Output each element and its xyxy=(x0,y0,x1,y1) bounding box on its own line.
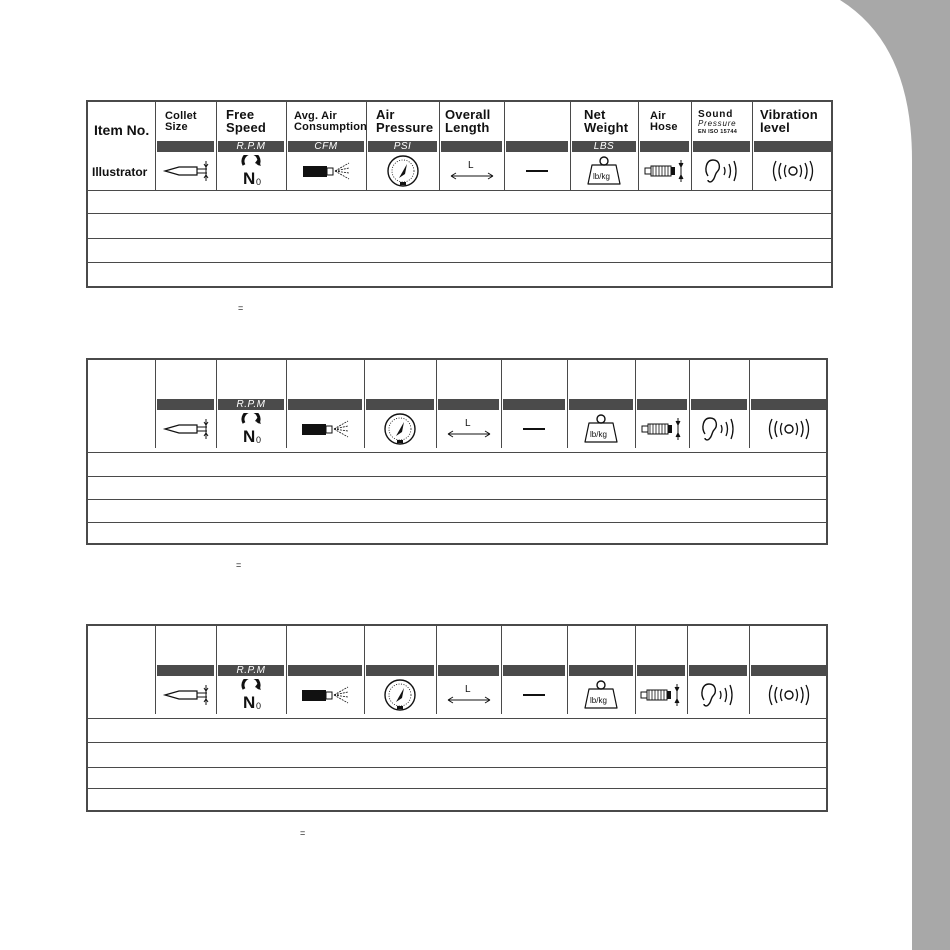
air-pressure-unit-bar xyxy=(366,665,434,676)
air-consumption-unit-bar xyxy=(288,665,362,676)
blank-unit-bar xyxy=(503,665,565,676)
weight-icon xyxy=(581,413,621,445)
dash-icon xyxy=(522,166,552,176)
weight-icon xyxy=(581,679,621,711)
header-air-hose xyxy=(638,102,691,152)
weight-text: lb/kg xyxy=(593,172,610,181)
collet-label-2: Size xyxy=(165,121,188,133)
air-hose-label-2: Hose xyxy=(650,121,678,133)
speed-sub-text: 0 xyxy=(256,435,262,445)
item-no-label: Item No. xyxy=(94,122,150,138)
air-hose-unit-bar xyxy=(637,399,687,410)
iso-label: EN ISO 15744 xyxy=(698,129,738,135)
air-hose-unit-bar xyxy=(640,141,689,152)
air-hose-icon xyxy=(639,682,683,708)
free-speed-unit: R.P.M xyxy=(218,399,284,410)
air-pressure-label-1: Air xyxy=(376,107,395,122)
rpm-icon xyxy=(236,413,266,445)
air-pressure-unit-bar xyxy=(366,399,434,410)
net-weight-unit-bar xyxy=(569,399,633,410)
collet-unit-bar xyxy=(157,399,214,410)
note-equals-3: = xyxy=(300,828,306,838)
blank-unit-bar xyxy=(506,141,568,152)
air-pressure-unit: PSI xyxy=(368,141,437,152)
sound-label: Sound xyxy=(698,109,734,120)
air-hose-label-1: Air xyxy=(650,110,666,122)
weight-text: lb/kg xyxy=(590,696,607,705)
air-consumption-icon xyxy=(300,684,350,706)
header-item-no xyxy=(88,102,155,152)
overall-length-label-1: Overall xyxy=(445,107,491,122)
air-consumption-unit-bar xyxy=(288,399,362,410)
net-weight-label-1: Net xyxy=(584,107,606,122)
collet-icon xyxy=(159,682,213,708)
header-net-weight xyxy=(570,102,638,152)
sound-unit-bar xyxy=(693,141,750,152)
illustrator-label: Illustrator xyxy=(92,165,148,179)
length-letter: L xyxy=(464,418,471,429)
ear-sound-icon xyxy=(696,680,740,710)
note-equals-2: = xyxy=(236,560,242,570)
vibration-icon xyxy=(764,416,814,442)
overall-length-unit-bar xyxy=(438,665,499,676)
header-vibration xyxy=(752,102,833,152)
vibration-label-2: level xyxy=(760,120,790,135)
vibration-unit-bar xyxy=(751,399,826,410)
air-pressure-label-2: Pressure xyxy=(376,120,434,135)
length-icon xyxy=(447,158,497,184)
pressure-gauge-icon xyxy=(386,154,420,188)
overall-length-label-2: Length xyxy=(445,120,490,135)
free-speed-unit: R.P.M xyxy=(218,665,284,676)
vibration-icon xyxy=(764,682,814,708)
length-letter: L xyxy=(467,160,474,171)
ear-sound-icon xyxy=(700,156,744,186)
dash-icon xyxy=(519,690,549,700)
header-blank xyxy=(504,102,570,152)
vibration-unit-bar xyxy=(754,141,831,152)
collet-unit-bar xyxy=(157,141,214,152)
air-hose-icon xyxy=(643,158,687,184)
vibration-label-1: Vibration xyxy=(760,107,818,122)
rpm-icon xyxy=(236,155,266,187)
pressure-gauge-icon xyxy=(383,678,417,712)
weight-text: lb/kg xyxy=(590,430,607,439)
collet-icon xyxy=(159,158,213,184)
header-overall-length xyxy=(439,102,504,152)
overall-length-unit-bar xyxy=(441,141,502,152)
spec-table-1 xyxy=(86,100,833,288)
weight-icon xyxy=(584,155,624,187)
free-speed-label-1: Free xyxy=(226,107,255,122)
free-speed-unit: R.P.M xyxy=(218,141,284,152)
air-consumption-icon xyxy=(300,418,350,440)
vibration-unit-bar xyxy=(751,665,826,676)
air-hose-unit-bar xyxy=(637,665,685,676)
air-consumption-label-1: Avg. Air xyxy=(294,110,337,122)
rpm-icon xyxy=(236,679,266,711)
collet-label-1: Collet xyxy=(165,110,197,122)
speed-sub-text: 0 xyxy=(256,177,262,187)
spec-table-2 xyxy=(86,358,828,545)
speed-n-text: N xyxy=(243,427,256,445)
length-letter: L xyxy=(464,684,471,695)
pressure-label: Pressure xyxy=(698,119,737,128)
air-consumption-unit: CFM xyxy=(288,141,364,152)
length-icon xyxy=(444,416,494,442)
speed-n-text: N xyxy=(243,169,256,187)
header-free-speed xyxy=(216,102,286,152)
net-weight-unit-bar xyxy=(569,665,633,676)
collet-icon xyxy=(159,416,213,442)
blank-unit-bar xyxy=(503,399,565,410)
free-speed-label-2: Speed xyxy=(226,120,267,135)
spec-table-3 xyxy=(86,624,828,812)
air-hose-icon xyxy=(640,416,684,442)
net-weight-label-2: Weight xyxy=(584,120,629,135)
speed-n-text: N xyxy=(243,693,256,711)
note-equals-1: = xyxy=(238,303,244,313)
vibration-icon xyxy=(768,158,818,184)
header-collet xyxy=(155,102,216,152)
net-weight-unit: LBS xyxy=(572,141,636,152)
air-consumption-label-2: Consumption xyxy=(294,121,368,133)
sound-unit-bar xyxy=(691,399,747,410)
speed-sub-text: 0 xyxy=(256,701,262,711)
pressure-gauge-icon xyxy=(383,412,417,446)
header-air-consumption xyxy=(286,102,366,152)
collet-unit-bar xyxy=(157,665,214,676)
sound-unit-bar xyxy=(689,665,747,676)
air-consumption-icon xyxy=(301,160,351,182)
ear-sound-icon xyxy=(697,414,741,444)
dash-icon xyxy=(519,424,549,434)
header-sound-pressure xyxy=(691,102,752,152)
length-icon xyxy=(444,682,494,708)
header-air-pressure xyxy=(366,102,439,152)
overall-length-unit-bar xyxy=(438,399,499,410)
